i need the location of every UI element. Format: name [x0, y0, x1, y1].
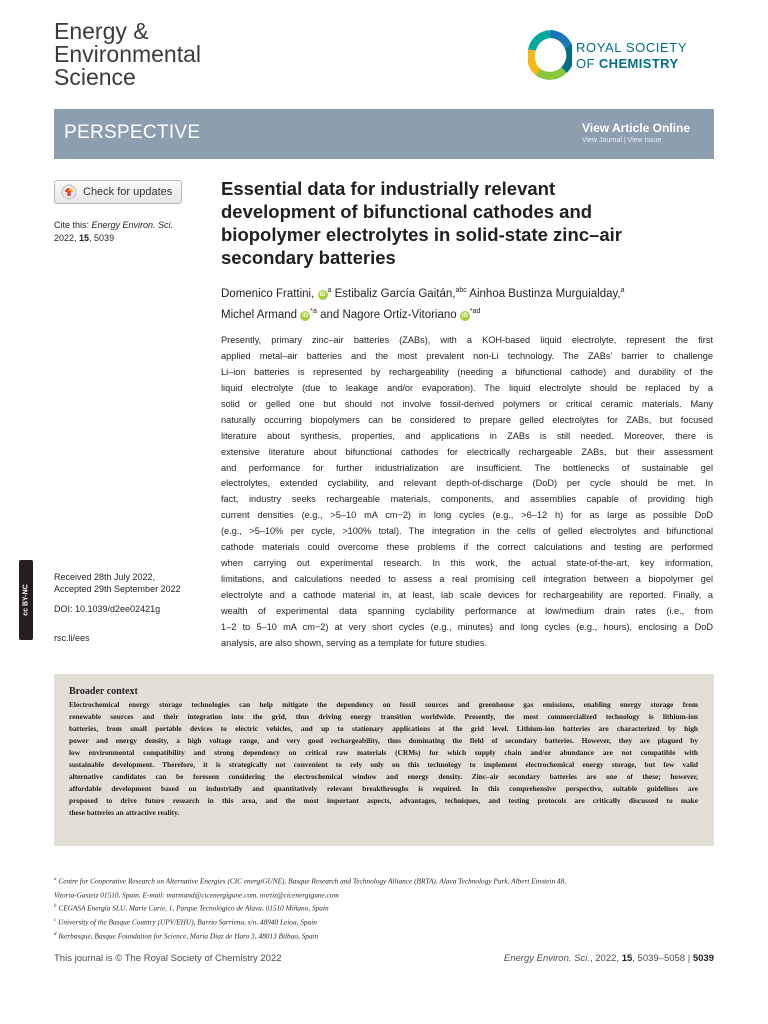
- view-links: [582, 137, 690, 144]
- broader-context-line: low environmental compatibility and strong dependency on critical raw materials (CRMs) for which supply chain and/or abundance are not compatible with: [69, 748, 698, 757]
- rsc-ring-icon: [528, 30, 572, 82]
- article-type-banner: [54, 109, 714, 159]
- author[interactable]: Domenico Frattini,: [221, 287, 315, 300]
- view-journal-link[interactable]: View Journal: [581, 137, 622, 144]
- journal-title: [54, 20, 201, 89]
- author[interactable]: Estibaliz García Gaitán,: [334, 287, 456, 300]
- abstract-line: literature about synthesis, properties, and applications in ZABs is still needed. Moreover, there is: [221, 430, 713, 441]
- broader-context-line: Electrochemical energy storage technologies can help mitigate the dependency on fossil sources and greenhouse gas emissions, enabling energy storage from: [69, 700, 698, 709]
- author[interactable]: and Nagore Ortiz-Vitoriano: [320, 308, 457, 321]
- page-number: 5039: [692, 953, 714, 964]
- orcid-icon[interactable]: iD: [461, 312, 468, 319]
- orcid-icon[interactable]: iD: [319, 291, 326, 298]
- footnote: $^b$ CEGASA Energía SLU, Marie Curie, 1, Parque Tecnológico de Alava, 01510 Miñano, Spain: [54, 903, 329, 913]
- footnote: $^a$ Centre for Cooperative Research on Alternative Energies (CIC energiGUNE), Basque Research and Technology Alliance (BRTA), Alava Technology Park, Albert Einstein 48,: [54, 876, 567, 886]
- abstract-line: wealth of experimental data spanning cyclability performance at low/medium drain rates (i.e., from: [221, 605, 713, 616]
- abstract-line: Li–ion batteries is represented by rechargeability (needing a bifunctional cathode) and durability of the: [221, 366, 713, 377]
- broader-context-line: affordable development based on industrially and quantitatively relevant breakthroughs is required. In this comprehensive perspective, suitable guidelines are: [69, 784, 698, 793]
- abstract-line: electrolytes, extended cyclability, and relevant depth-of-discharge (DoD) per cycle should be met. In: [221, 478, 713, 489]
- author[interactable]: Ainhoa Bustinza Murguialday,: [469, 287, 621, 300]
- abstract-line: current densities (e.g., >5–10 mA cm−2) in long cycles (e.g., >6–12 h) for as large as possible DoD: [221, 510, 713, 521]
- broader-context-line: renewable sources and their integration into the grid, thus driving energy transition worldwide. Presently, the most commercialized technology is lithium-ion: [69, 712, 698, 721]
- abstract-line: cathode materials could overcome these problems if the correct calculations and testing are performed: [221, 542, 713, 553]
- abstract-line: naturally occurring biopolymers can be considered to prepare gelled electrolytes for ZABs, but focused: [221, 414, 713, 425]
- broader-context-line: batteries, from small portable devices to electric vehicles, and up to stationary applications at the grid level. Lithium-ion batteries are characterized by high: [69, 724, 698, 733]
- journal-title-line: Science: [54, 64, 136, 90]
- journal-title-line: Energy &: [54, 18, 149, 44]
- license-label: cc BY-NC: [22, 584, 30, 616]
- abstract-line: liquid electrolyte (due to leakage and/or evaporation). The liquid electrolyte should be replaced by a: [221, 382, 713, 393]
- footnote: $^d$ Ikerbasque, Basque Foundation for Science, María Díaz de Haro 3, 48013 Bilbao, Spain: [54, 930, 319, 940]
- journal-short-link[interactable]: rsc.li/ees: [54, 633, 90, 643]
- broader-context-line: alternative candidates can be foreseen considering the electrochemical window and energy density. Zinc–air secondary batteries are one of these; however,: [69, 772, 698, 781]
- abstract-line: fact, industry seeks rechargeable materials, components, and assemblies capable of providing high: [221, 494, 713, 505]
- broader-context-box: [54, 674, 714, 846]
- received-date: Received 28th July 2022,: [54, 572, 156, 582]
- author-list: Domenico Frattini, $iD^a$ Estibaliz García Gaitán,$^{abc}$ Ainhoa Bustinza Murguialday,$^a$ Michel Armand $iD^{*a}$ and Nagore Ortiz-Vitoriano $iD^{*ad}$: [221, 287, 625, 321]
- abstract-line: extensive literature about bifunctional cathodes for electrically rechargeable ZABs, but their assessment: [221, 446, 713, 457]
- orcid-icon[interactable]: iD: [302, 312, 309, 319]
- broader-context-line: power and energy density, a high voltage range, and very good rechargeability, thus dominating the field of secondary batteries. However, they are plagued by: [69, 736, 698, 745]
- broader-context-line: sustainable development. Therefore, it is strategically not convenient to rely only on this technology to implement electrochemical energy storage, but few valid: [69, 760, 698, 769]
- doi-link[interactable]: DOI: 10.1039/d2ee02421g: [54, 604, 161, 614]
- abstract-line: electrolyte and a cathode material in, at least, lab scale devices for rechargeability are reported. Finally, a: [221, 590, 713, 600]
- rsc-name-line1: ROYAL SOCIETY: [576, 40, 688, 55]
- abstract-line: solid or gelled one but should not involve fossil-derived polymers or critical ceramic materials. Many: [221, 398, 713, 409]
- broader-context-line: proposed to drive future research in this area, and the most important aspects, advantages, techniques, and testing protocols are critically discussed to make: [69, 796, 698, 805]
- view-issue-link[interactable]: View Issue: [627, 137, 662, 144]
- affiliation-footnotes: [54, 874, 714, 942]
- copyright-footer: This journal is © The Royal Society of Chemistry 2022: [54, 953, 282, 964]
- article-title-line: Essential data for industrially relevant: [221, 178, 556, 199]
- abstract-line: applied metal–air batteries and the most prevalent non-Li technology. The ZABs’ barrier to challenge: [221, 350, 713, 361]
- check-for-updates-label: Check for updates: [83, 186, 173, 198]
- rsc-name-line2: OF CHEMISTRY: [576, 56, 679, 71]
- broader-context-body: [69, 699, 698, 819]
- abstract: [221, 333, 713, 652]
- link-separator: |: [621, 137, 628, 144]
- abstract-line: Presently, primary zinc–air batteries (ZABs), with a KOH-based liquid electrolyte, represent the first: [221, 335, 713, 345]
- broader-context-line: these batteries an attractive reality.: [69, 808, 180, 817]
- article-title-line: biopolymer electrolytes in solid-state zinc–air: [221, 224, 622, 245]
- citation: Cite this: Energy Environ. Sci. 2022, 15, 5039: [54, 220, 174, 243]
- abstract-line: limitations, and calculations needed to assess a real promising cell integration between a biopolymer gel: [221, 574, 713, 585]
- article-history: [54, 571, 214, 595]
- abstract-line: analysis, are also shown, serving as a template for future studies.: [221, 637, 488, 648]
- check-for-updates-button[interactable]: [54, 180, 182, 204]
- article-type-label: PERSPECTIVE: [64, 122, 201, 143]
- abstract-line: when carrying out experimental research. In this work, the actual state-of-the-art, key information,: [221, 558, 713, 569]
- abstract-line: 1–2 to 5–10 mA cm−2) at very short cycles (e.g., minutes) and long cycles (e.g., hours), enclosing a DoD: [221, 621, 713, 632]
- author[interactable]: Michel Armand: [221, 308, 298, 321]
- journal-title-line: Environmental: [54, 41, 202, 67]
- crossmark-icon: [61, 184, 77, 200]
- page-citation-footer: Energy Environ. Sci., 2022, 15, 5039–5058 | 5039: [503, 953, 714, 964]
- cc-license-badge[interactable]: [19, 560, 33, 640]
- footnote: $^c$ University of the Basque Country (UPV/EHU), Barrio Sarriena, s/n, 48940 Leioa, Spain: [54, 917, 317, 927]
- view-article-online-link[interactable]: View Article Online: [581, 121, 690, 135]
- article-title-line: development of bifunctional cathodes and: [221, 201, 593, 222]
- article-title-line: secondary batteries: [221, 247, 396, 268]
- broader-context-heading: Broader context: [69, 686, 138, 697]
- rsc-logo: [528, 30, 718, 82]
- abstract-line: (e.g., >5–10% per cycle, >100% total). The integration in the cells of gelled electrolytes and bifunctional: [221, 526, 713, 537]
- accepted-date: Accepted 29th September 2022: [54, 584, 181, 594]
- footnote: Vitoria-Gasteiz 01510, Spain. E-mail: marmand@cicenergigune.com, nortiz@cicenergigune.com: [54, 890, 339, 900]
- article-title: [221, 177, 691, 269]
- abstract-line: and performance for further industrialization are insufficient. The bottlenecks of sustainable gel: [221, 462, 713, 473]
